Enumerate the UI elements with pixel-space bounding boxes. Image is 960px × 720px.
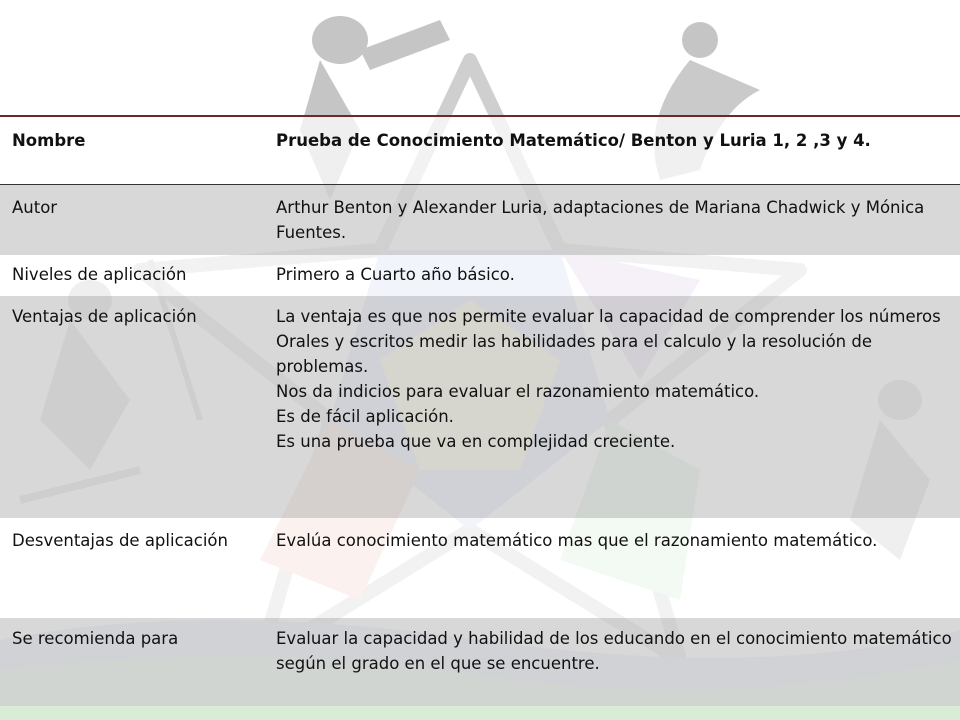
row-label-recomienda: Se recomienda para <box>0 618 268 706</box>
row-value-ventajas <box>268 296 960 518</box>
horn <box>360 20 450 70</box>
row-label-niveles: Niveles de aplicación <box>0 255 268 296</box>
row-label-desventajas: Desventajas de aplicación <box>0 518 268 618</box>
value-line: Evaluar la capacidad y habilidad de los educando en el conocimiento matemático según el grado en el que se encuentre. <box>276 629 952 673</box>
value-line: Arthur Benton y Alexander Luria, adaptaciones de Mariana Chadwick y Mónica Fuentes. <box>276 198 925 242</box>
row-value-recomienda <box>268 618 960 706</box>
row-label-ventajas: Ventajas de aplicación <box>0 296 268 518</box>
value-line: Es de fácil aplicación. <box>276 407 454 426</box>
value-line: La ventaja es que nos permite evaluar la capacidad de comprender los números <box>276 307 941 326</box>
row-value-desventajas <box>268 518 960 618</box>
dancer-head <box>682 22 718 58</box>
value-line: Orales y escritos medir las habilidades para el calculo y la resolución de problemas. <box>276 332 873 376</box>
table-row-niveles <box>0 255 960 296</box>
table-row-ventajas <box>0 296 960 518</box>
value-line: Es una prueba que va en complejidad creciente. <box>276 432 676 451</box>
row-value-nombre: Prueba de Conocimiento Matemático/ Benton y Luria 1, 2 ,3 y 4. <box>268 117 960 185</box>
value-line: Primero a Cuarto año básico. <box>276 265 515 284</box>
row-value-autor <box>268 185 960 256</box>
table-row-autor <box>0 185 960 256</box>
value-line: Nos da indicios para evaluar el razonamiento matemático. <box>276 382 760 401</box>
table-row-recomienda <box>0 618 960 706</box>
figure-head <box>312 16 368 64</box>
row-value-niveles <box>268 255 960 296</box>
row-label-nombre: Nombre <box>0 117 268 185</box>
value-line: Evalúa conocimiento matemático mas que el razonamiento matemático. <box>276 531 878 550</box>
table-row-nombre <box>0 117 960 185</box>
row-label-autor: Autor <box>0 185 268 256</box>
info-table <box>0 117 960 706</box>
table-row-desventajas <box>0 518 960 618</box>
